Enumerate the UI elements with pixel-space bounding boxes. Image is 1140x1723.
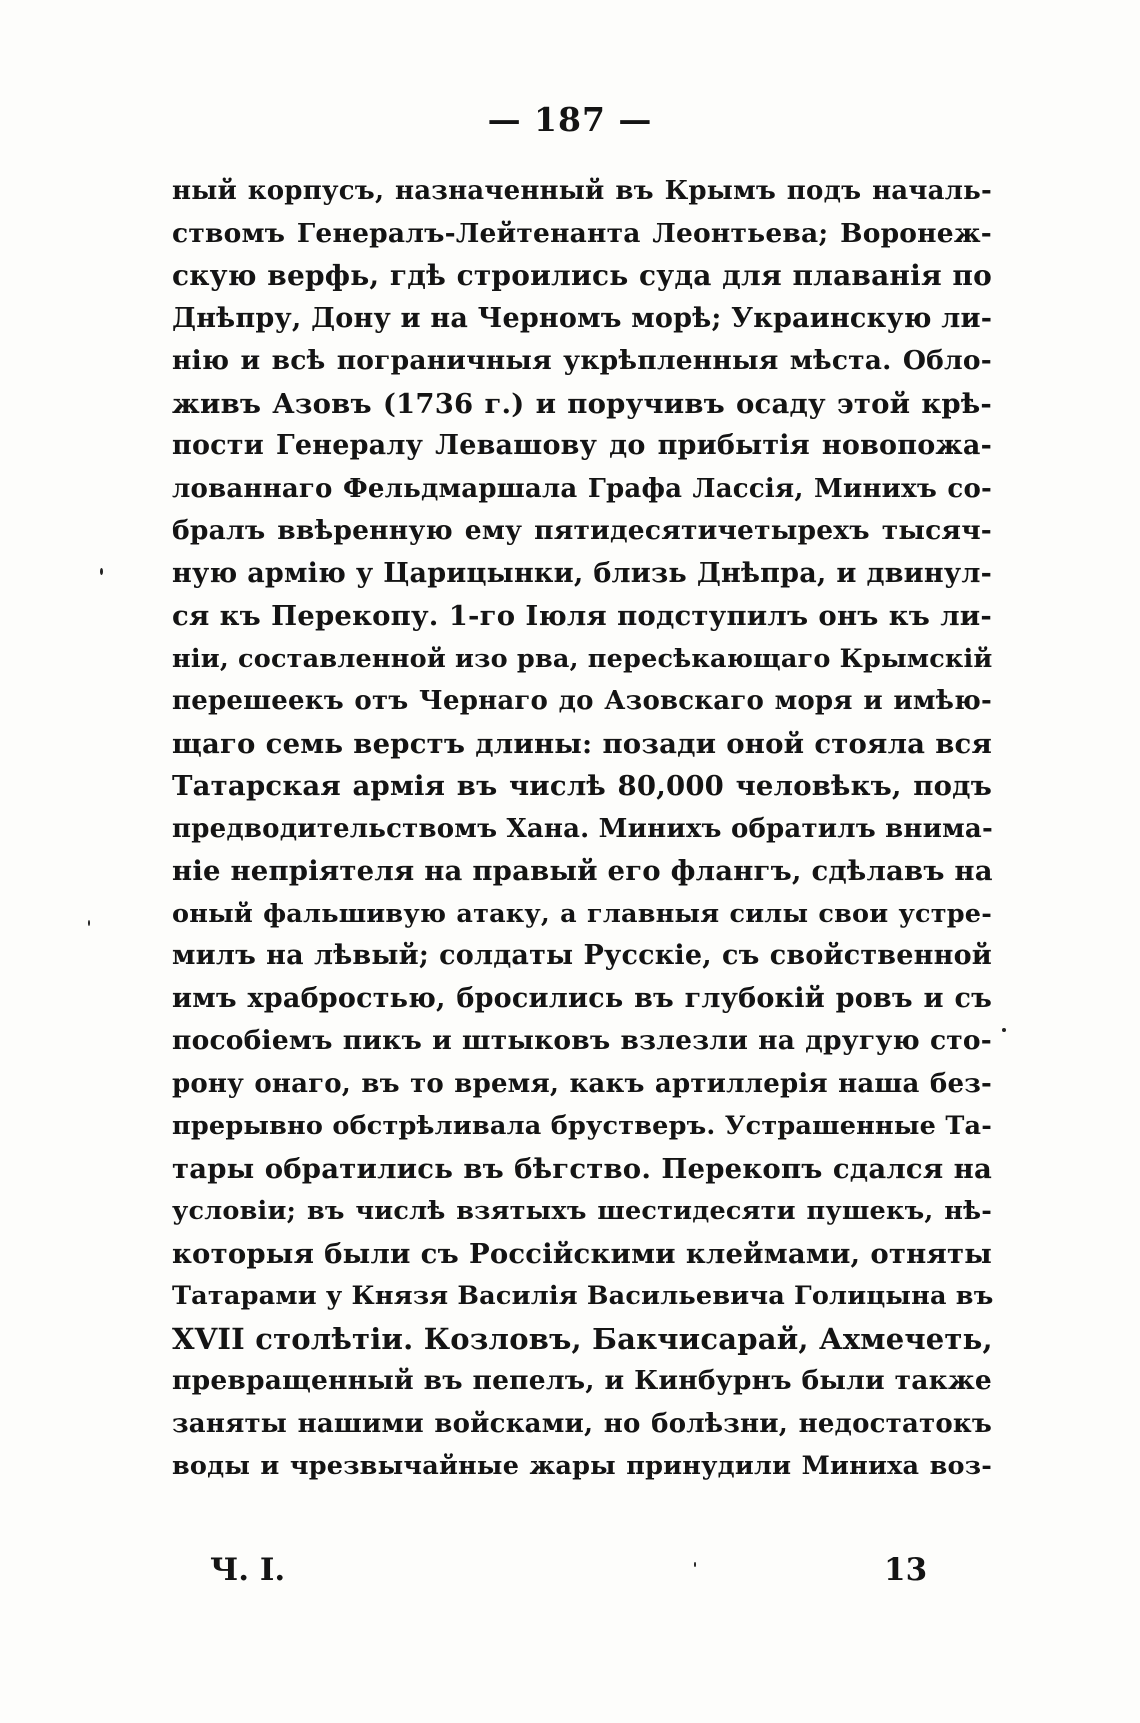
signature-mark: Ч. I. bbox=[210, 1552, 286, 1588]
text-line: имъ храбростью, бросились въ глубокій ровъ и съ bbox=[172, 982, 992, 1014]
text-line: рону онаго, въ то время, какъ артиллерія наша без- bbox=[172, 1068, 992, 1099]
text-line: Татарами у Князя Василія Васильевича Голицына въ bbox=[172, 1281, 994, 1311]
text-line: пособіемъ пикъ и штыковъ взлезли на другую сто- bbox=[172, 1025, 992, 1056]
text-line: Татарская армія въ числѣ 80,000 человѣкъ, подъ bbox=[172, 770, 992, 802]
text-line: ствомъ Генералъ-Лейтенанта Леонтьева; Воронеж- bbox=[172, 217, 992, 249]
text-line: условіи; въ числѣ взятыхъ шестидесяти пушекъ, нѣ- bbox=[172, 1196, 992, 1226]
scan-speck bbox=[1002, 1028, 1006, 1032]
text-line: Днѣпру, Дону и на Черномъ морѣ; Украинскую ли- bbox=[172, 302, 993, 334]
text-line: щаго семь верстъ длины: позади оной стояла вся bbox=[172, 727, 992, 760]
text-line: пости Генералу Левашову до прибытія новопожа- bbox=[172, 430, 992, 461]
text-line: скую верфь, гдѣ строились суда для плаванія по bbox=[172, 259, 992, 292]
scan-speck bbox=[100, 568, 103, 575]
text-line: перешеекъ отъ Чернаго до Азовскаго моря и имѣю- bbox=[172, 686, 992, 716]
text-line: ніи, составленной изо рва, пересѣкающаго Крымскій bbox=[172, 643, 993, 674]
text-line: милъ на лѣвый; солдаты Русскіе, съ свойственной bbox=[172, 940, 992, 971]
page-number-header: — 187 — bbox=[487, 100, 653, 139]
text-line: оный фальшивую атаку, а главныя силы свои устре- bbox=[172, 898, 992, 929]
text-line: ную армію у Царицынки, близь Днѣпра, и двинул- bbox=[172, 557, 992, 589]
signature-number: 13 bbox=[884, 1552, 928, 1588]
text-line: ся къ Перекопу. 1-го Іюля подступилъ онъ къ ли- bbox=[172, 600, 992, 632]
text-line: живъ Азовъ (1736 г.) и поручивъ осаду этой крѣ- bbox=[172, 387, 992, 420]
text-line: превращенный въ пепелъ, и Кинбурнъ были также bbox=[172, 1365, 992, 1396]
text-line: лованнаго Фельдмаршала Графа Лассія, Минихъ со- bbox=[172, 473, 992, 504]
text-line: воды и чрезвычайные жары принудили Миниха воз- bbox=[172, 1451, 992, 1481]
page-footer bbox=[0, 1548, 1140, 1592]
text-line: которыя были съ Россійскими клеймами, отняты bbox=[172, 1237, 992, 1270]
text-line: заняты нашими войсками, но болѣзни, недостатокъ bbox=[172, 1408, 992, 1439]
text-line: XVII столѣтіи. Козловъ, Бакчисарай, Ахмечеть, bbox=[172, 1321, 993, 1356]
body-text bbox=[172, 170, 992, 1488]
text-line: ный корпусъ, назначенный въ Крымъ подъ началь- bbox=[172, 176, 992, 206]
text-line: предводительствомъ Хана. Минихъ обратилъ внима- bbox=[172, 813, 993, 844]
text-line: прерывно обстрѣливала брустверъ. Устрашенные Та- bbox=[172, 1111, 992, 1141]
text-line: тары обратились въ бѣгство. Перекопъ сдался на bbox=[172, 1152, 992, 1185]
scan-speck bbox=[694, 1562, 696, 1567]
text-line: нію и всѣ пограничныя укрѣпленныя мѣста. Обло- bbox=[172, 345, 992, 376]
scan-speck bbox=[88, 920, 90, 926]
text-line: ніе непріятеля на правый его флангъ, сдѣлавъ на bbox=[172, 855, 993, 887]
text-line: бралъ ввѣренную ему пятидесятичетырехъ тысяч- bbox=[172, 515, 992, 546]
